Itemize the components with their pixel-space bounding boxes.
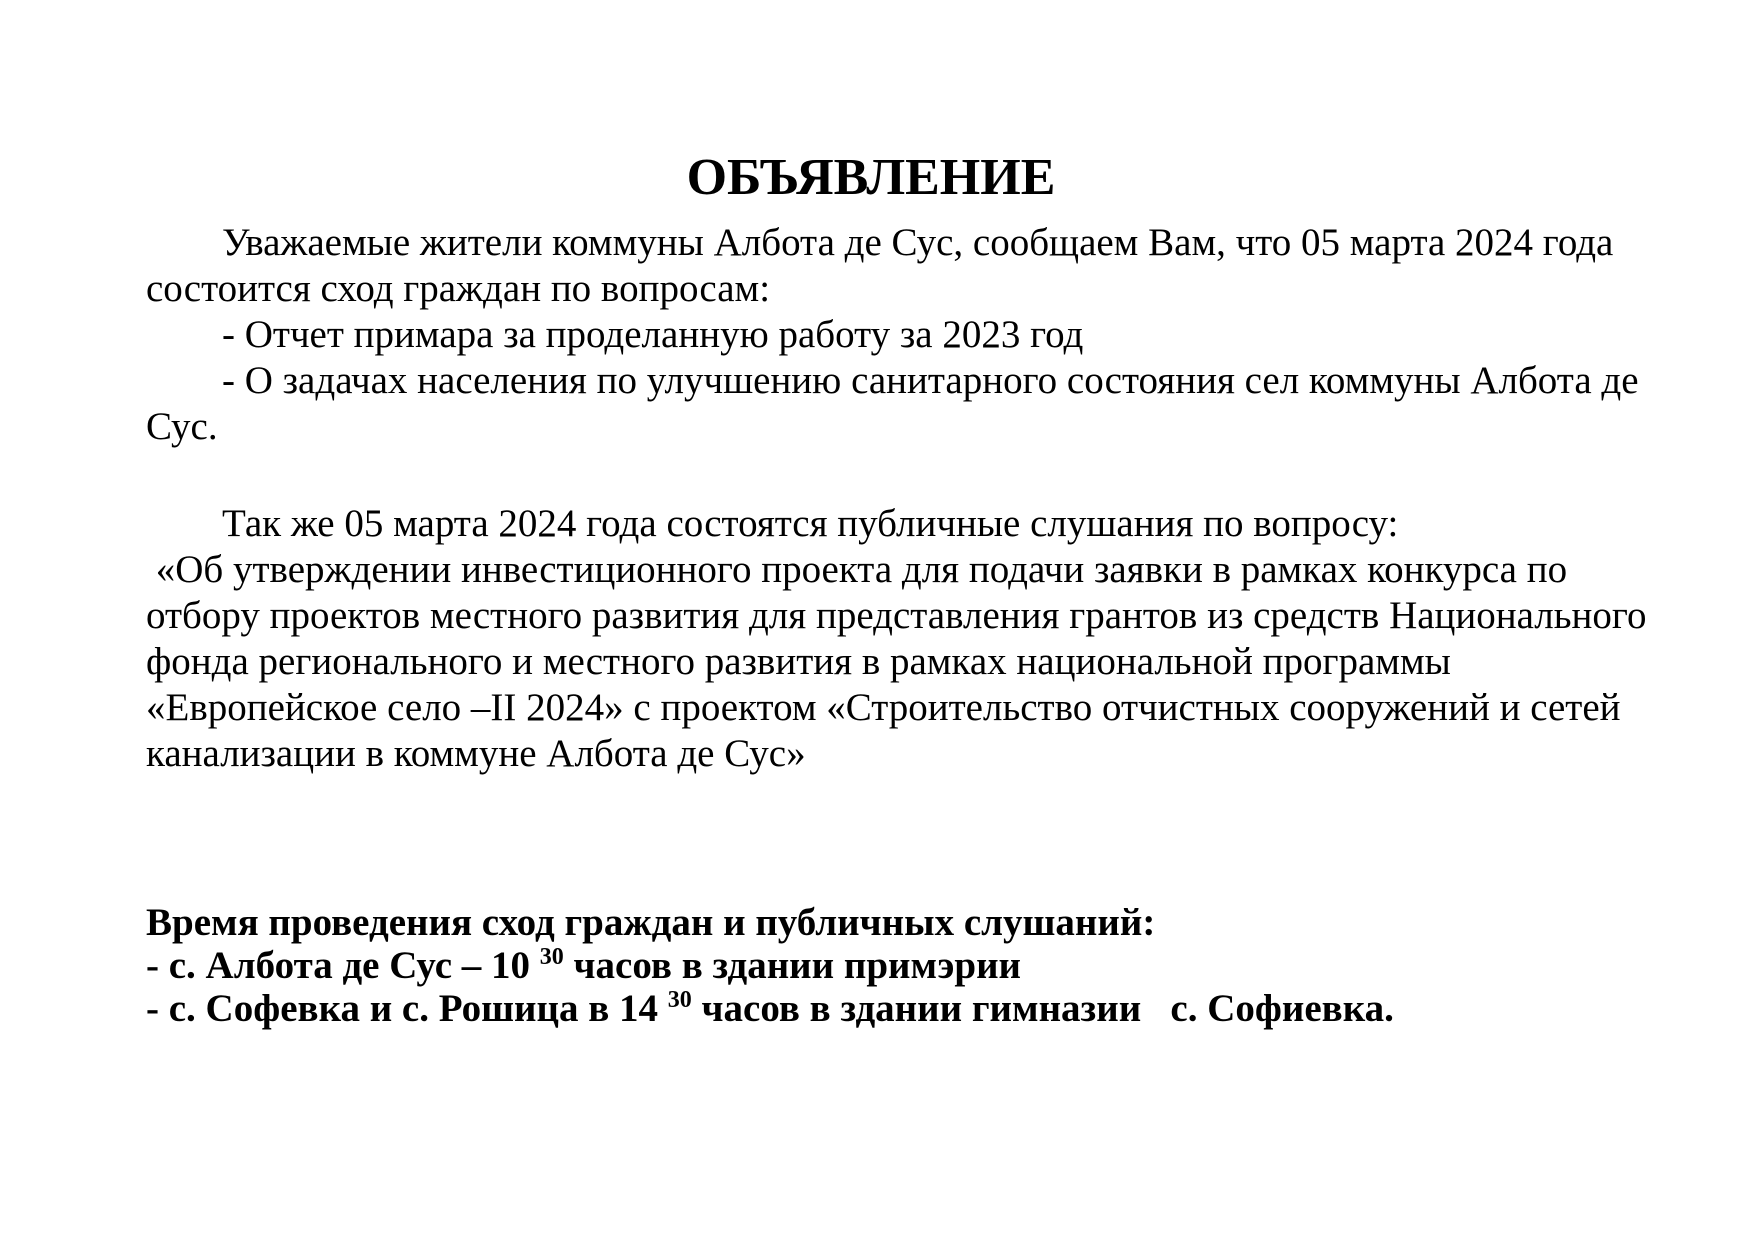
schedule-paragraphs — [146, 901, 1596, 1030]
text-line — [146, 685, 1621, 731]
text-line — [146, 731, 1596, 777]
text-line — [146, 639, 1596, 685]
superscript-text: 30 — [667, 987, 692, 1013]
text-segment: отбору проектов местного развития для представления грантов из средств Национального — [146, 594, 1647, 637]
document-title: ОБЪЯВЛЕНИЕ — [686, 149, 1056, 206]
text-segment: - с. Албота де Сус – 10 — [146, 944, 540, 987]
text-line — [146, 593, 1647, 639]
text-segment: «Европейское село –II 2024» с проектом «Строительство отчистных сооружений и сетей — [146, 686, 1621, 729]
text-segment: - с. Софевка и с. Рошица в 14 — [146, 987, 668, 1030]
intro-paragraphs — [146, 220, 1639, 450]
text-line — [146, 501, 1596, 547]
text-segment: Сус. — [146, 405, 218, 448]
text-segment: часов в здании примэрии — [563, 944, 1022, 987]
text-segment: - Отчет примара за проделанную работу за 2023 год — [222, 313, 1084, 356]
text-line — [146, 944, 1596, 987]
text-line — [146, 987, 1596, 1030]
text-line — [146, 358, 1639, 404]
text-line — [146, 901, 1596, 944]
text-segment: Так же 05 марта 2024 года состоятся публичные слушания по вопросу: — [222, 502, 1399, 545]
text-segment: «Об утверждении инвестиционного проекта для подачи заявки в рамках конкурса по — [146, 548, 1568, 591]
text-segment: Уважаемые жители коммуны Албота де Сус, сообщаем Вам, что 05 марта 2024 года — [222, 221, 1614, 264]
superscript-text: 30 — [539, 944, 564, 970]
text-segment: Время проведения сход граждан и публичных слушаний: — [146, 901, 1156, 944]
text-line — [146, 312, 1596, 358]
text-segment: фонда регионального и местного развития в рамках национальной программы — [146, 640, 1451, 683]
document-content — [0, 149, 1647, 1030]
text-line — [146, 266, 1596, 312]
text-segment: - О задачах населения по улучшению санитарного состояния сел коммуны Албота де — [222, 359, 1639, 402]
hearings-paragraphs — [146, 501, 1647, 777]
text-line — [146, 220, 1614, 266]
text-segment: канализации в коммуне Албота де Сус» — [146, 732, 806, 775]
text-segment: состоится сход граждан по вопросам: — [146, 267, 771, 310]
text-segment: часов в здании гимназии с. Софиевка. — [691, 987, 1394, 1030]
text-line — [146, 404, 1596, 450]
text-line — [146, 547, 1596, 593]
